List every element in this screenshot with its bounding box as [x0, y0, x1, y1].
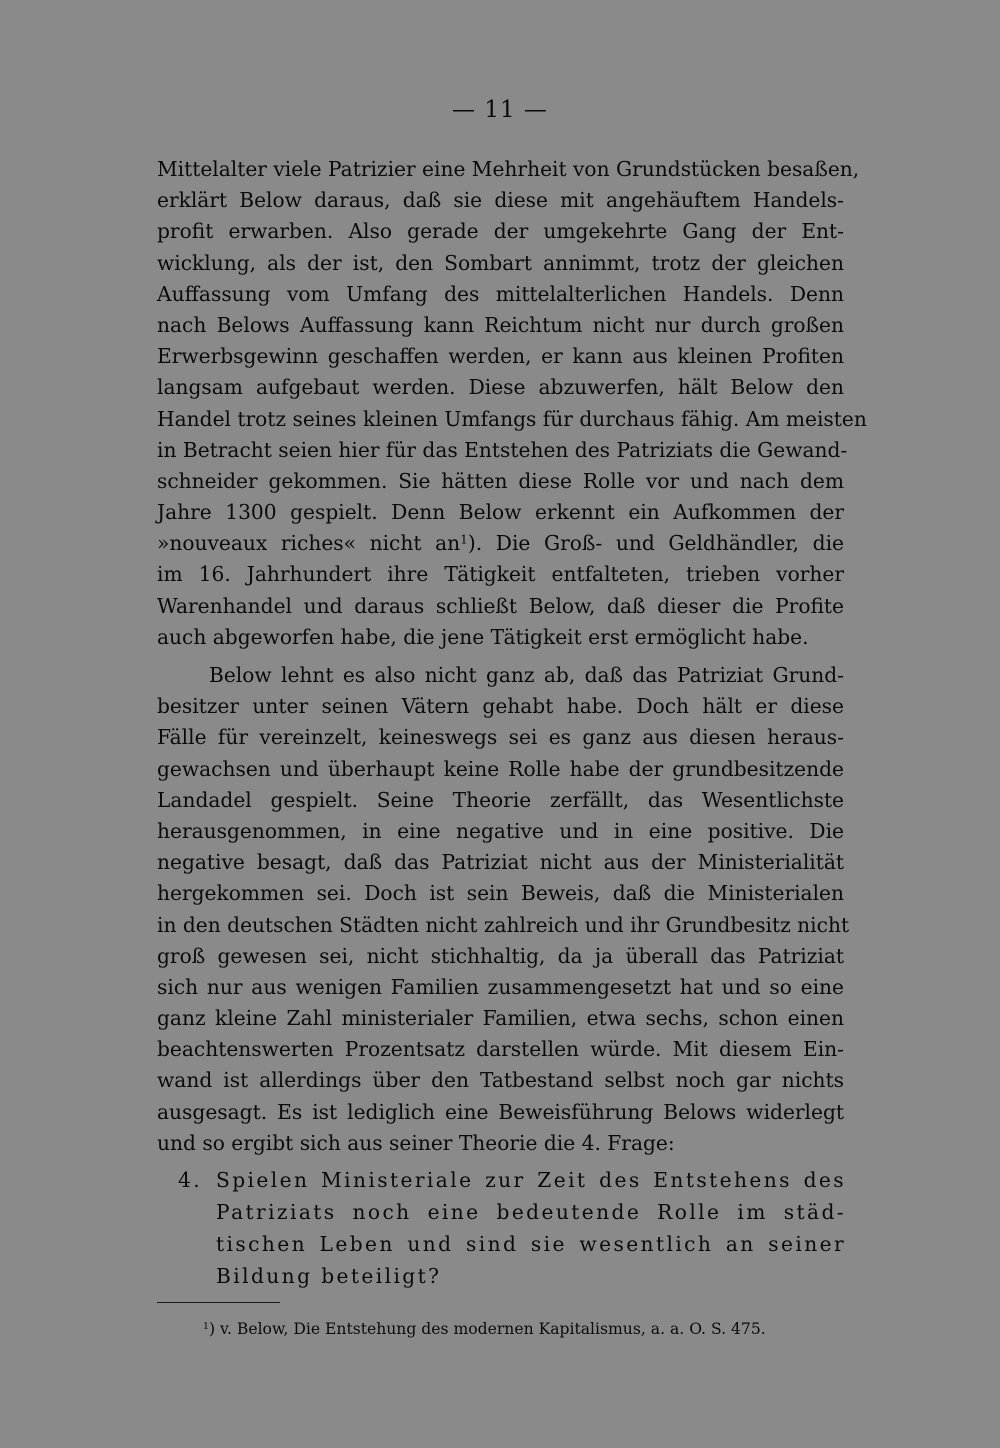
text-line: beachtenswerten Prozentsatz darstellen würde. Mit diesem Ein-	[157, 1037, 844, 1062]
text-line: Warenhandel und daraus schließt Below, daß dieser die Profite	[157, 593, 844, 618]
text-segment: »nouveaux riches« nicht an	[157, 531, 461, 556]
question-text	[216, 1164, 846, 1292]
text-line: Mittelalter viele Patrizier eine Mehrheit von Grundstücken besaßen,	[157, 157, 860, 181]
question-line: Spielen Ministeriale zur Zeit des Entstehens des	[216, 1168, 846, 1192]
question-line: Bildung beteiligt?	[216, 1264, 442, 1288]
footnote	[203, 1318, 766, 1340]
text-line: ausgesagt. Es ist lediglich eine Beweisführung Belows widerlegt	[157, 1099, 844, 1124]
text-line: nach Belows Auffassung kann Reichtum nicht nur durch großen	[157, 312, 844, 337]
footnote-mark: 1	[203, 1320, 209, 1332]
text-line: groß gewesen sei, nicht stichhaltig, da ja überall das Patriziat	[157, 943, 844, 968]
footnote-divider	[157, 1302, 280, 1303]
footnote-text: ) v. Below, Die Entstehung des modernen Kapitalismus, a. a. O. S. 475.	[208, 1320, 766, 1338]
text-line: profit erwarben. Also gerade der umgekehrte Gang der Ent-	[157, 219, 844, 244]
question-number: 4.	[178, 1168, 203, 1192]
footnote-reference: 1	[460, 532, 468, 547]
text-line: schneider gekommen. Sie hätten diese Rolle vor und nach dem	[157, 468, 844, 493]
text-line: Landadel gespielt. Seine Theorie zerfällt, das Wesentlichste	[157, 787, 844, 812]
text-line: herausgenommen, in eine negative und in eine positive. Die	[157, 818, 844, 843]
text-line: ganz kleine Zahl ministerialer Familien, etwa sechs, schon einen	[157, 1006, 844, 1031]
text-line: besitzer unter seinen Vätern gehabt habe. Doch hält er diese	[157, 694, 844, 719]
text-line: in den deutschen Städten nicht zahlreich und ihr Grundbesitz nicht	[157, 912, 850, 937]
text-line: gewachsen und überhaupt keine Rolle habe der grundbesitzende	[157, 756, 844, 781]
text-line: und so ergibt sich aus seiner Theorie die 4. Frage:	[157, 1130, 675, 1155]
paragraph-1	[157, 154, 867, 653]
text-line-with-footnote	[157, 528, 844, 559]
text-line: sich nur aus wenigen Familien zusammengesetzt hat und so eine	[157, 974, 844, 999]
question-line: tischen Leben und sind sie wesentlich an seiner	[216, 1232, 846, 1256]
text-line: in Betracht seien hier für das Entstehen des Patriziats die Gewand-	[157, 437, 848, 462]
paragraph-2	[157, 660, 850, 1159]
text-line: Below lehnt es also nicht ganz ab, daß das Patriziat Grund-	[209, 663, 844, 687]
text-line: Handel trotz seines kleinen Umfangs für durchaus fähig. Am meisten	[157, 406, 867, 431]
text-line: auch abgeworfen habe, die jene Tätigkeit erst ermöglicht habe.	[157, 624, 809, 649]
text-line: wand ist allerdings über den Tatbestand selbst noch gar nichts	[157, 1068, 844, 1093]
text-segment: ). Die Groß- und Geldhändler, die	[467, 531, 844, 556]
page-number: — 11 —	[452, 97, 548, 123]
text-line: Erwerbsgewinn geschaffen werden, er kann aus kleinen Profiten	[157, 344, 844, 369]
text-line: negative besagt, daß das Patriziat nicht aus der Ministerialität	[157, 850, 844, 875]
text-line: langsam aufgebaut werden. Diese abzuwerfen, hält Below den	[157, 375, 844, 400]
text-line: hergekommen sei. Doch ist sein Beweis, daß die Ministerialen	[157, 881, 844, 906]
text-line: Auffassung vom Umfang des mittelalterlichen Handels. Denn	[157, 281, 844, 306]
question-line: Patriziats noch eine bedeutende Rolle im städ-	[216, 1200, 846, 1224]
text-line: wicklung, als der ist, den Sombart annimmt, trotz der gleichen	[157, 250, 844, 275]
text-line: Jahre 1300 gespielt. Denn Below erkennt ein Aufkommen der	[157, 500, 844, 525]
text-line: Fälle für vereinzelt, keineswegs sei es ganz aus diesen heraus-	[157, 725, 844, 750]
text-line: im 16. Jahrhundert ihre Tätigkeit entfalteten, trieben vorher	[157, 562, 844, 587]
text-line: erklärt Below daraus, daß sie diese mit angehäuftem Handels-	[157, 188, 844, 213]
